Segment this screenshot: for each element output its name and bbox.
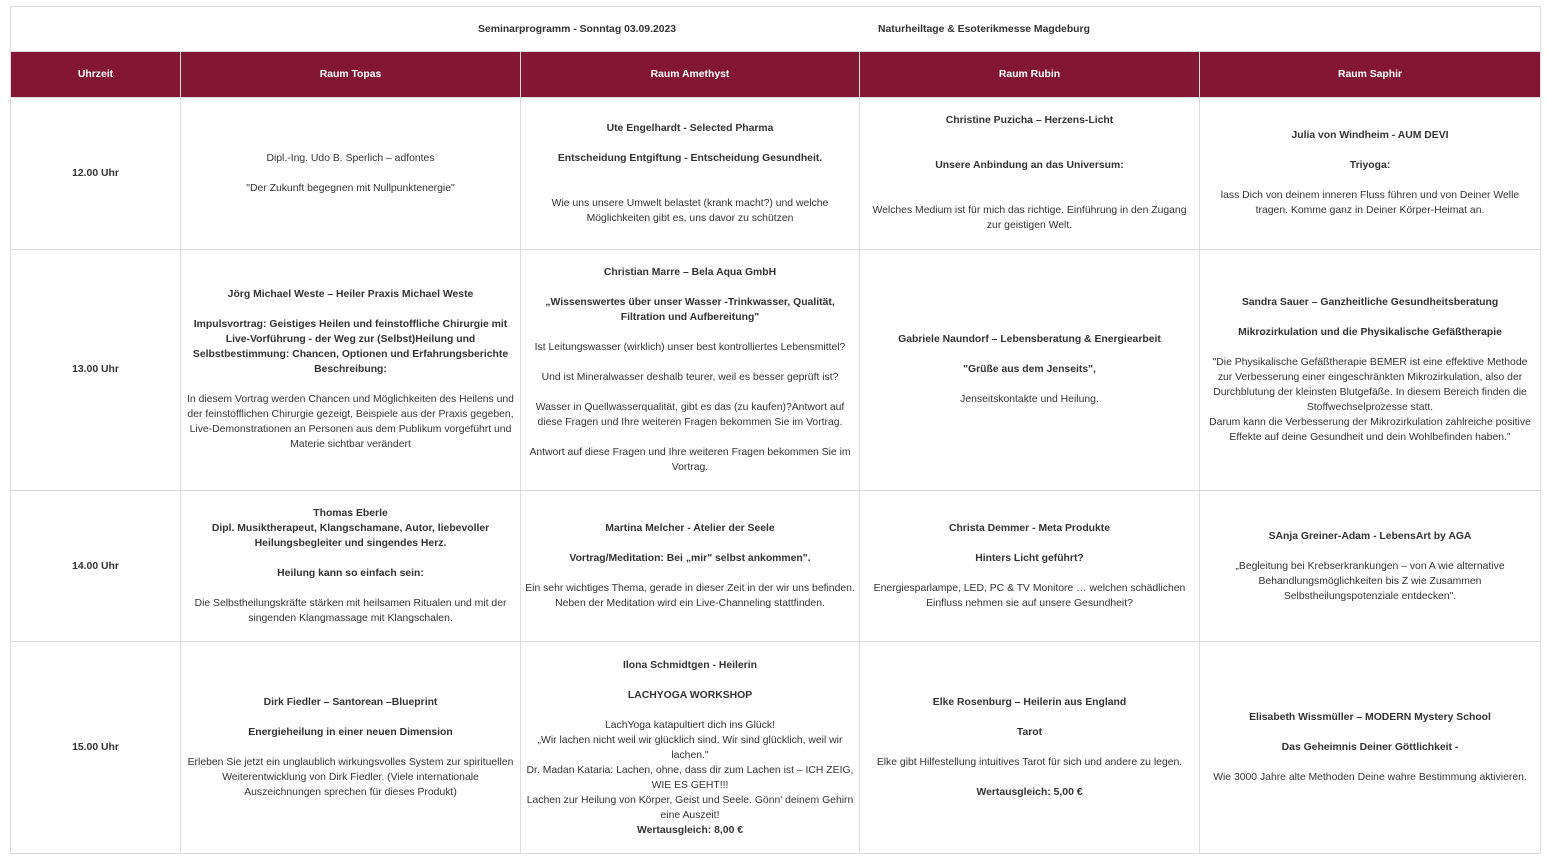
session-heading: "Grüße aus dem Jenseits", bbox=[963, 364, 1096, 376]
session-heading: Thomas Eberle Dipl. Musiktherapeut, Klangschamane, Autor, liebevoller Heilungsbegleiter und singendes Herz. bbox=[211, 508, 490, 550]
schedule-row bbox=[11, 249, 1541, 491]
session-cell bbox=[860, 642, 1200, 854]
schedule-row bbox=[11, 642, 1541, 854]
session-heading: Gabriele Naundorf – Lebensberatung & Energiearbeit bbox=[898, 334, 1161, 346]
session-heading: Christian Marre – Bela Aqua GmbH bbox=[603, 266, 777, 278]
column-header-amethyst: Raum Amethyst bbox=[521, 52, 860, 98]
session-heading: Unsere Anbindung an das Universum: bbox=[935, 160, 1124, 172]
title-row bbox=[11, 7, 1541, 52]
session-heading: Wertausgleich: 8,00 € bbox=[636, 824, 744, 836]
session-description: Elke gibt Hilfestellung intuitives Tarot für sich und andere zu legen. bbox=[876, 757, 1183, 769]
session-description: Ist Leitungswasser (wirklich) unser best kontrolliertes Lebensmittel? bbox=[534, 341, 846, 353]
session-heading: Sandra Sauer – Ganzheitliche Gesundheitsberatung bbox=[1241, 296, 1499, 308]
session-heading: Vortrag/Meditation: Bei „mir" selbst ankommen". bbox=[569, 553, 811, 565]
session-heading: Jörg Michael Weste – Heiler Praxis Michael Weste bbox=[227, 289, 474, 301]
session-cell bbox=[181, 642, 521, 854]
session-cell bbox=[860, 249, 1200, 491]
seminar-schedule-table bbox=[10, 6, 1541, 854]
session-description: Wasser in Quellwasserqualität, gibt es das (zu kaufen)?Antwort auf diese Fragen und Ihre weiteren Fragen bekommen Sie im Vortrag. bbox=[535, 401, 845, 428]
time-cell: 12.00 Uhr bbox=[11, 98, 181, 249]
session-heading: „Wissenswertes über unser Wasser -Trinkwasser, Qualität, Filtration und Aufbereitung" bbox=[545, 296, 835, 323]
session-description: „Begleitung bei Krebserkrankungen – von A wie alternative Behandlungsmöglichkeiten bis Z wie Zusammen Selbstheilungspotenziale entdecken". bbox=[1235, 560, 1505, 602]
session-heading: Julia von Windheim - AUM DEVI bbox=[1291, 130, 1449, 142]
session-heading: Tarot bbox=[1016, 727, 1043, 739]
session-heading: Ute Engelhardt - Selected Pharma bbox=[606, 122, 774, 134]
session-heading: Energieheilung in einer neuen Dimension bbox=[248, 727, 453, 739]
schedule-row bbox=[11, 491, 1541, 642]
session-description: LachYoga katapultiert dich ins Glück! „Wir lachen nicht weil wir glücklich sind. Wir sind glücklich, weil wir lachen." Dr. Madan Kataria: Lachen, ohne, dass dir zum Lachen ist – ICH ZEIG, WIE ES GEHT!!! Lachen zur Heilung von Körper, Geist und Seele. Gönn' deinem Gehirn eine Auszeit! bbox=[526, 719, 854, 821]
session-heading: Dirk Fiedler – Santorean –Blueprint bbox=[263, 697, 438, 709]
schedule-row bbox=[11, 98, 1541, 249]
session-heading: Heilung kann so einfach sein: bbox=[277, 568, 424, 580]
session-description: Wie 3000 Jahre alte Methoden Deine wahre Bestimmung aktivieren. bbox=[1213, 772, 1527, 784]
session-heading: Impulsvortrag: Geistiges Heilen und feinstoffliche Chirurgie mit Live-Vorführung - der Weg zur (Selbst)Heilung und Selbstbestimmung: Chancen, Optionen und Erfahrungsberichte Beschreibung: bbox=[192, 319, 509, 376]
column-header-rubin: Raum Rubin bbox=[860, 52, 1200, 98]
session-heading: Christa Demmer - Meta Produkte bbox=[948, 523, 1111, 535]
session-heading: LACHYOGA WORKSHOP bbox=[627, 689, 753, 701]
session-heading: Elisabeth Wissmüller – MODERN Mystery School bbox=[1249, 712, 1491, 724]
session-cell bbox=[521, 491, 860, 642]
session-description: "Die Physikalische Gefäßtherapie BEMER ist eine effektive Methode zur Verbesserung einer eingeschränkten Mikrozirkulation, also der Durchblutung der kleinsten Blutgefäße. In diesem Bereich finden die Stoffwechselprozesse statt. Darum kann die Verbesserung der Mikrozirkulation zahlreiche positive Effekte auf deine Gesundheit und dein Wohlbefinden haben." bbox=[1209, 356, 1531, 443]
column-header-saphir: Raum Saphir bbox=[1200, 52, 1541, 98]
session-cell bbox=[521, 98, 860, 249]
session-description: Wie uns unsere Umwelt belastet (krank macht?) und welche Möglichkeiten gibt es, uns davor zu schützen bbox=[551, 197, 829, 224]
session-description: Jenseitskontakte und Heilung. bbox=[960, 394, 1099, 406]
session-heading: Christine Puzicha – Herzens-Licht bbox=[945, 115, 1114, 127]
title-cell bbox=[11, 7, 1541, 52]
session-description: Die Selbstheilungskräfte stärken mit heilsamen Ritualen und mit der singenden Klangmassage mit Klangschalen. bbox=[194, 598, 507, 625]
event-title: Naturheiltage & Esoterikmesse Magdeburg bbox=[878, 24, 1090, 36]
session-heading: Hinters Licht geführt? bbox=[975, 553, 1084, 565]
session-description: Ein sehr wichtiges Thema, gerade in dieser Zeit in der wir uns befinden. Neben der Meditation wird ein Live-Channeling stattfinden. bbox=[525, 583, 855, 610]
column-header-row bbox=[11, 52, 1541, 98]
session-heading: Entscheidung Entgiftung - Entscheidung Gesundheit. bbox=[557, 152, 823, 164]
session-description: lass Dich von deinem inneren Fluss führen und von Deiner Welle tragen. Komme ganz in Deiner Körper-Heimat an. bbox=[1220, 190, 1520, 217]
session-heading: Mikrozirkulation und die Physikalische Gefäßtherapie bbox=[1238, 326, 1502, 338]
session-cell bbox=[1200, 642, 1541, 854]
session-heading: Triyoga: bbox=[1349, 160, 1391, 172]
session-description: Welches Medium ist für mich das richtige. Einführung in den Zugang zur geistigen Welt. bbox=[872, 205, 1187, 232]
time-cell: 15.00 Uhr bbox=[11, 642, 181, 854]
session-description: In diesem Vortrag werden Chancen und Möglichkeiten des Heilens und der feinstofflichen Chirurgie gezeigt, Beispiele aus der Praxis gegeben, Live-Demonstrationen an Personen aus dem Publikum vorgeführt und Materie sichtbar verändert bbox=[187, 394, 514, 451]
program-title: Seminarprogramm - Sonntag 03.09.2023 bbox=[478, 24, 677, 36]
session-cell bbox=[1200, 491, 1541, 642]
session-cell bbox=[860, 98, 1200, 249]
session-description: Erleben Sie jetzt ein unglaublich wirkungsvolles System zur spirituellen Weiterentwicklung von Dirk Fiedler. (Viele internationale Auszeichnungen sprechen für dieses Produkt) bbox=[187, 757, 514, 799]
session-description: Dipl.-Ing. Udo B. Sperlich – adfontes bbox=[266, 152, 435, 164]
session-description: Energiesparlampe, LED, PC & TV Monitore … welchen schädlichen Einfluss nehmen sie auf unsere Gesundheit? bbox=[873, 583, 1186, 610]
session-cell bbox=[1200, 249, 1541, 491]
column-header-time: Uhrzeit bbox=[11, 52, 181, 98]
session-heading: Elke Rosenburg – Heilerin aus England bbox=[932, 697, 1127, 709]
session-heading: Martina Melcher - Atelier der Seele bbox=[605, 523, 775, 535]
session-heading: Ilona Schmidtgen - Heilerin bbox=[623, 659, 757, 671]
session-cell bbox=[1200, 98, 1541, 249]
session-cell bbox=[860, 491, 1200, 642]
session-description: "Der Zukunft begegnen mit Nullpunktenergie" bbox=[246, 182, 455, 194]
session-cell bbox=[521, 249, 860, 491]
column-header-topas: Raum Topas bbox=[181, 52, 521, 98]
session-description: Und ist Mineralwasser deshalb teurer, weil es besser geprüft ist? bbox=[541, 371, 839, 383]
session-heading: Das Geheimnis Deiner Göttlichkeit - bbox=[1281, 742, 1459, 754]
time-cell: 13.00 Uhr bbox=[11, 249, 181, 491]
session-cell bbox=[521, 642, 860, 854]
session-description: Antwort auf diese Fragen und Ihre weiteren Fragen bekommen Sie im Vortrag. bbox=[529, 446, 851, 473]
session-cell bbox=[181, 98, 521, 249]
time-cell: 14.00 Uhr bbox=[11, 491, 181, 642]
session-heading: SAnja Greiner-Adam - LebensArt by AGA bbox=[1268, 530, 1472, 542]
session-heading: Wertausgleich: 5,00 € bbox=[976, 787, 1083, 799]
session-cell bbox=[181, 491, 521, 642]
session-cell bbox=[181, 249, 521, 491]
